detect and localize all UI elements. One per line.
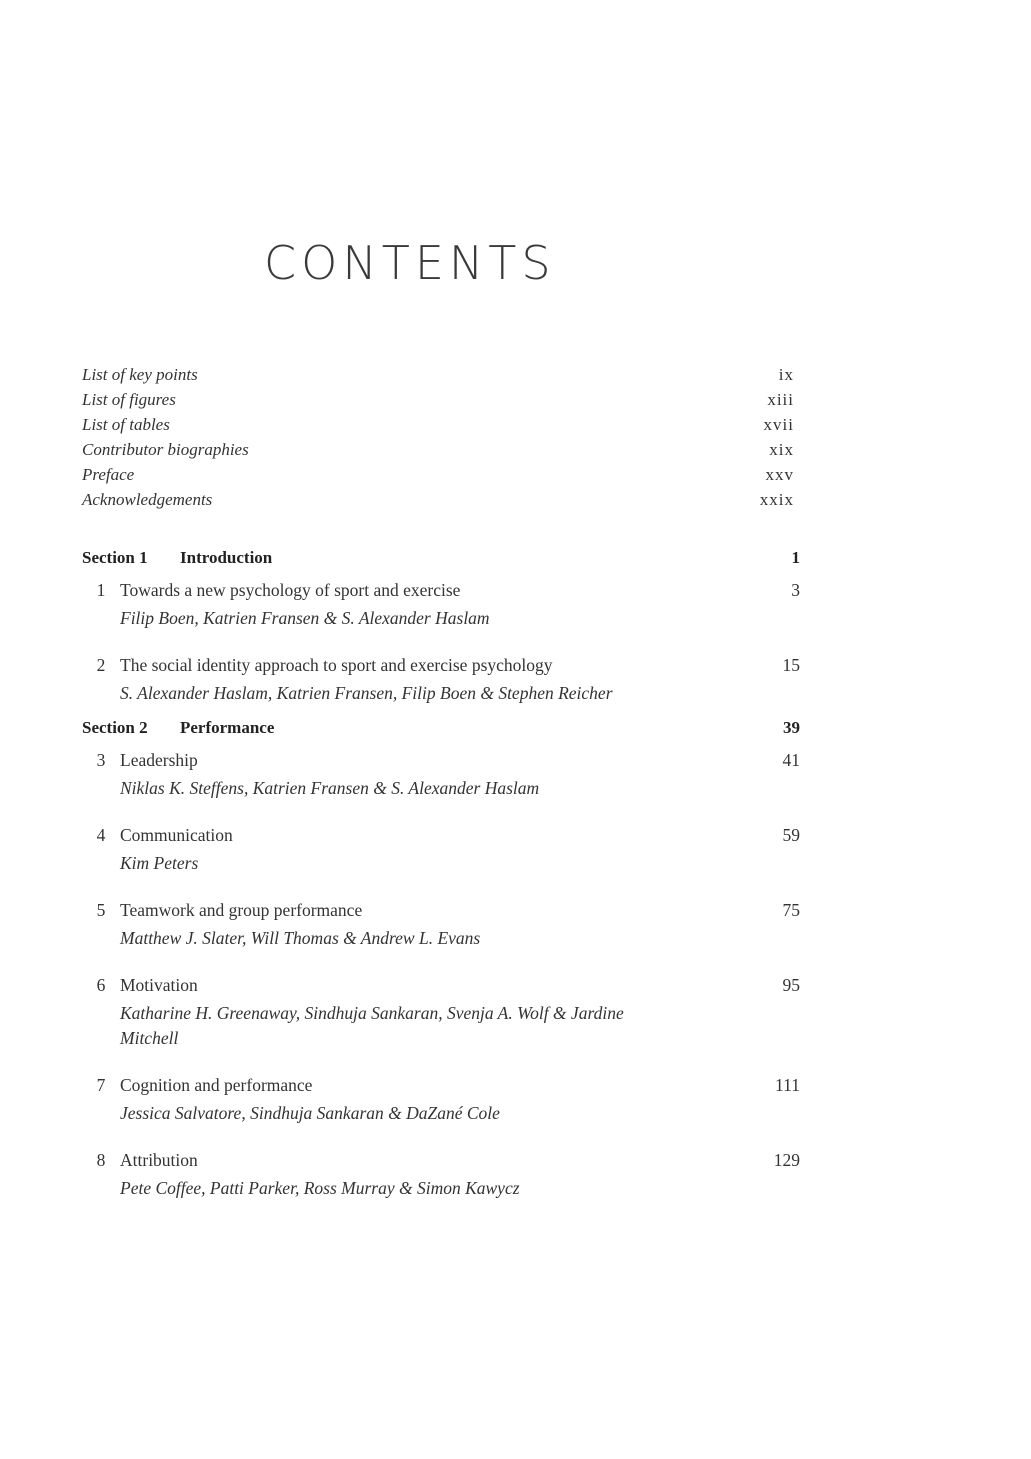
page-title: CONTENTS bbox=[264, 236, 556, 290]
chapter-title: Communication bbox=[120, 825, 233, 845]
section-title: Introduction bbox=[180, 548, 273, 567]
chapter-title: Motivation bbox=[120, 975, 198, 995]
chapter-number: 2 bbox=[96, 655, 106, 675]
chapter-authors: S. Alexander Haslam, Katrien Fransen, Filip Boen & Stephen Reicher bbox=[120, 683, 613, 703]
chapter-title: Cognition and performance bbox=[120, 1075, 313, 1095]
front-matter-label: Acknowledgements bbox=[82, 490, 213, 509]
chapter-entry[interactable] bbox=[82, 576, 800, 631]
chapter-page: 75 bbox=[782, 900, 800, 920]
front-matter-page: xix bbox=[769, 440, 794, 459]
front-matter-label: List of tables bbox=[82, 415, 170, 434]
front-matter-page: xvii bbox=[763, 415, 794, 434]
chapter-entry[interactable] bbox=[82, 821, 800, 876]
chapter-page: 41 bbox=[782, 750, 800, 770]
front-matter-page: xiii bbox=[767, 390, 794, 409]
chapter-page: 15 bbox=[782, 655, 800, 675]
chapter-number: 6 bbox=[96, 975, 106, 995]
chapter-title: Teamwork and group performance bbox=[120, 900, 363, 920]
chapter-authors: Jessica Salvatore, Sindhuja Sankaran & DaZané Cole bbox=[120, 1103, 500, 1123]
front-matter-item[interactable] bbox=[82, 412, 794, 437]
chapter-entry[interactable] bbox=[82, 746, 800, 801]
chapter-authors: Matthew J. Slater, Will Thomas & Andrew L. Evans bbox=[120, 928, 481, 948]
chapter-entry[interactable] bbox=[82, 1146, 800, 1201]
front-matter-label: Contributor biographies bbox=[82, 440, 249, 459]
chapter-page: 3 bbox=[791, 580, 800, 600]
front-matter-page: ix bbox=[778, 365, 794, 384]
chapter-title: Leadership bbox=[120, 750, 198, 770]
section-label: Section 2 bbox=[82, 718, 148, 737]
chapter-title: Towards a new psychology of sport and exercise bbox=[120, 580, 461, 600]
front-matter-item[interactable] bbox=[82, 387, 794, 412]
chapter-authors: Katharine H. Greenaway, Sindhuja Sankaran, Svenja A. Wolf & Jardine Mitchell bbox=[120, 1003, 624, 1048]
chapter-title: The social identity approach to sport and exercise psychology bbox=[120, 655, 553, 675]
chapter-entry[interactable] bbox=[82, 651, 800, 706]
chapter-authors: Pete Coffee, Patti Parker, Ross Murray & Simon Kawycz bbox=[120, 1178, 520, 1198]
chapter-authors: Filip Boen, Katrien Fransen & S. Alexander Haslam bbox=[120, 608, 490, 628]
chapter-page: 111 bbox=[775, 1075, 800, 1095]
section-title: Performance bbox=[180, 718, 275, 737]
chapter-number: 4 bbox=[96, 825, 106, 845]
chapter-page: 59 bbox=[782, 825, 800, 845]
section-heading[interactable] bbox=[82, 710, 800, 746]
section-label: Section 1 bbox=[82, 548, 148, 567]
chapter-entry[interactable] bbox=[82, 971, 800, 1051]
chapter-title: Attribution bbox=[120, 1150, 198, 1170]
front-matter-item[interactable] bbox=[82, 487, 794, 512]
section-page: 1 bbox=[791, 548, 800, 567]
chapter-number: 8 bbox=[96, 1150, 106, 1170]
front-matter-item[interactable] bbox=[82, 462, 794, 487]
section-page: 39 bbox=[783, 718, 800, 737]
front-matter-item[interactable] bbox=[82, 437, 794, 462]
front-matter-page: xxix bbox=[759, 490, 794, 509]
chapter-number: 7 bbox=[96, 1075, 106, 1095]
chapter-authors: Kim Peters bbox=[120, 853, 199, 873]
front-matter-page: xxv bbox=[765, 465, 794, 484]
chapter-number: 1 bbox=[96, 580, 106, 600]
chapter-number: 5 bbox=[96, 900, 106, 920]
front-matter-list bbox=[82, 362, 794, 512]
chapter-page: 129 bbox=[773, 1150, 800, 1170]
chapter-authors: Niklas K. Steffens, Katrien Fransen & S. Alexander Haslam bbox=[120, 778, 540, 798]
chapter-number: 3 bbox=[96, 750, 106, 770]
chapter-entry[interactable] bbox=[82, 896, 800, 951]
front-matter-item[interactable] bbox=[82, 362, 794, 387]
chapter-page: 95 bbox=[782, 975, 800, 995]
table-of-contents bbox=[82, 540, 800, 1201]
front-matter-label: List of key points bbox=[82, 365, 198, 384]
front-matter-label: List of figures bbox=[82, 390, 176, 409]
section-heading[interactable] bbox=[82, 540, 800, 576]
chapter-entry[interactable] bbox=[82, 1071, 800, 1126]
front-matter-label: Preface bbox=[82, 465, 135, 484]
